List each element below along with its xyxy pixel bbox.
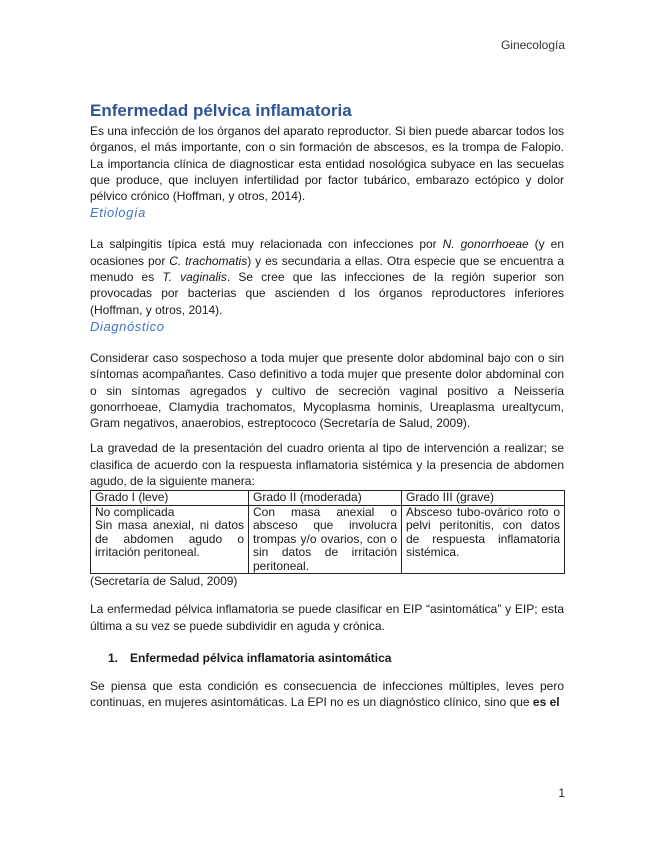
etiologia-text-2: (y en ocasiones por xyxy=(90,237,565,268)
grade-cell-2: Con masa anexial o absceso que involucra trompas y/o ovarios, con o sin datos de irritación peritoneal. xyxy=(249,505,402,574)
diagnostico-paragraph-2: La gravedad de la presentación del cuadro orienta al tipo de intervención a realizar; se clasifica de acuerdo con la respuesta inflamatoria sistémica y la presencia de abdomen agudo, de la siguiente manera: xyxy=(90,441,564,489)
section-1-heading xyxy=(90,650,564,666)
etiologia-text-3: ) y es secundaria a ellas. Otra especie que se encuentra a menudo es xyxy=(90,253,565,285)
page-number: 1 xyxy=(558,786,565,800)
grade-cell-3: Absceso tubo-ovárico roto o pelvi peritonitis, con datos de respuesta inflamatoria sistémica. xyxy=(402,505,565,574)
section-1-text: Se piensa que esta condición es consecuencia de infecciones múltiples, leves pero continuas, en mujeres asintomáticas. La EPI no es un diagnóstico clínico, sino que xyxy=(90,678,564,710)
etiologia-heading: Etiología xyxy=(90,205,146,221)
organism-gonorrhoeae: N. gonorrhoeae xyxy=(442,237,529,252)
grade-header-3: Grado III (grave) xyxy=(402,491,565,506)
etiologia-paragraph xyxy=(90,236,564,317)
organism-trachomatis: C. trachomatis xyxy=(169,253,248,268)
etiologia-text-4: . Se cree que las infecciones de la región superior son provocadas por bacterias que ascienden d los órganos reproductores inferiores (Hoffman, y otros, 2014). xyxy=(90,270,565,317)
section-1-paragraph xyxy=(90,678,564,711)
section-1-bold-text: es el xyxy=(532,695,560,710)
section-1-number: 1. xyxy=(108,650,119,665)
table-source: (Secretaría de Salud, 2009) xyxy=(90,574,238,589)
grade-table-header-row xyxy=(91,491,565,506)
page-title: Enfermedad pélvica inflamatoria xyxy=(90,101,352,120)
grade-table-row xyxy=(91,505,565,574)
grade-header-1: Grado I (leve) xyxy=(91,491,249,506)
diagnostico-paragraph-1: Considerar caso sospechoso a toda mujer que presente dolor abdominal bajo con o sin síntomas acompañantes. Caso definitivo a toda mujer que presente dolor abdominal con o sin síntomas agregados y cultivo de secreción vaginal positivo a Neisseria gonorrhoeae, Clamydia trachomatos, Mycoplasma hominis, Ureaplasma urealtycum, Gram negativos, anaerobios, estreptococo (Secretaría de Salud, 2009). xyxy=(90,350,564,431)
page-content xyxy=(90,101,564,711)
diagnostico-heading: Diagnóstico xyxy=(90,318,165,334)
running-header: Ginecología xyxy=(500,38,565,52)
grade-cell-1: No complicada Sin masa anexial, ni datos de abdomen agudo o irritación peritoneal. xyxy=(91,505,249,574)
organism-vaginalis: T. vaginalis xyxy=(162,270,227,285)
grade-table xyxy=(90,490,565,574)
grade-header-2: Grado II (moderada) xyxy=(249,491,402,506)
clasificacion-paragraph: La enfermedad pélvica inflamatoria se puede clasificar en EIP “asintomática” y EIP; esta última a su vez se puede subdividir en aguda y crónica. xyxy=(90,602,564,633)
intro-paragraph: Es una infección de los órganos del aparato reproductor. Si bien puede abarcar todos los órganos, el más importante, con o sin formación de abscesos, es la trompa de Falopio. La importancia clínica de diagnosticar esta entidad nosológica subyace en las secuelas que produce, que incluyen infertilidad por factor tubárico, embarazo ectópico y dolor pélvico crónico (Hoffman, y otros, 2014). xyxy=(90,124,564,204)
section-1-title: Enfermedad pélvica inflamatoria asintomática xyxy=(130,650,392,665)
etiologia-text-1: La salpingitis típica está muy relacionada con infecciones por xyxy=(90,237,443,252)
